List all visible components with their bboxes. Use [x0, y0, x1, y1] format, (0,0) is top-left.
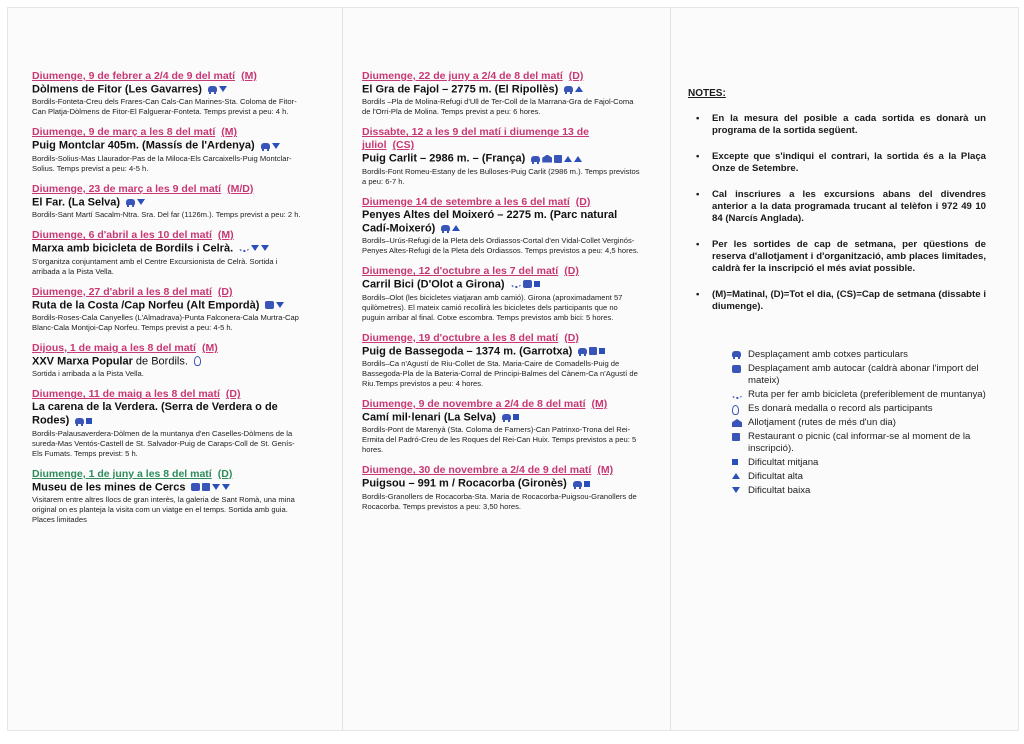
event-title-text: Dòlmens de Fitor (Les Gavarres) [32, 83, 202, 96]
event-date-text: Diumenge, 11 de maig a les 8 del matí [32, 388, 220, 401]
difficulty-low-icon [251, 245, 259, 251]
note-text: Excepte que s'indiqui el contrari, la sortida és a la Plaça Onze de Setembre. [712, 151, 986, 174]
event-title [32, 196, 304, 209]
event-item [32, 229, 304, 276]
notes-list [688, 113, 986, 313]
bullet-icon: • [696, 113, 700, 124]
difficulty-high-icon [574, 156, 582, 162]
bus-icon [732, 365, 741, 373]
event-icons [564, 83, 585, 96]
legend-item [732, 363, 986, 387]
difficulty-medium-icon [584, 481, 590, 487]
event-code: (D) [217, 467, 233, 480]
difficulty-medium-icon [86, 418, 92, 424]
bicycle-icon [732, 391, 742, 399]
legend-icon-cell [732, 363, 748, 387]
legend-item [732, 485, 986, 497]
event-item [362, 398, 642, 455]
legend-item [732, 417, 986, 429]
difficulty-high-icon [732, 473, 740, 479]
bicycle-icon [511, 280, 521, 288]
event-icons [75, 414, 94, 427]
event-code: (M) [591, 398, 608, 411]
event-icons [261, 139, 282, 152]
event-code: (M) [217, 229, 234, 242]
column-left [32, 70, 304, 534]
event-date [32, 229, 304, 242]
event-title-text: XXV Marxa Popular [32, 355, 133, 368]
event-title-text: Penyes Altes del Moixeró – 2275 m. (Parc natural Cadí-Moixeró) [362, 208, 618, 235]
event-date [362, 464, 642, 477]
car-icon [573, 481, 582, 487]
event-date-text: Diumenge, 23 de març a les 9 del matí [32, 182, 222, 195]
event-title-text: El Far. (La Selva) [32, 196, 121, 209]
legend-item [732, 403, 986, 415]
event-icons [191, 481, 232, 494]
bullet-icon: • [696, 239, 700, 250]
event-title [362, 345, 642, 358]
event-title [32, 139, 304, 152]
event-date [362, 70, 642, 83]
event-date [362, 332, 642, 345]
lodging-icon [542, 155, 552, 163]
event-icons [441, 222, 462, 235]
legend-icon-cell [732, 403, 748, 415]
difficulty-medium-icon [534, 281, 540, 287]
event-date-text: Diumenge, 9 de març a les 8 del matí [32, 126, 216, 139]
bullet-icon: • [696, 151, 700, 162]
event-date-text: Diumenge, 9 de febrer a 2/4 de 9 del matí [32, 70, 236, 82]
bus-icon [191, 483, 200, 491]
note-item [688, 239, 986, 275]
event-item [32, 286, 304, 333]
difficulty-low-icon [261, 245, 269, 251]
note-item [688, 151, 986, 175]
event-title [32, 83, 304, 96]
event-title-text: Puig Carlit – 2986 m. – (França) [362, 152, 526, 165]
legend-text: Desplaçament amb cotxes particulars [748, 349, 908, 360]
difficulty-low-icon [212, 484, 220, 490]
event-item [32, 70, 304, 117]
event-title [32, 242, 304, 255]
event-description: Bordils–Olot (les bicicletes viatjaran amb camió). Girona (aproximadament 57 quilòmetres). El mateix camió recollirà les bicicletes dels participants que no puguin arribar al final. Cotxe escombra. Temps previstos amb bici: 5 hores. [362, 292, 623, 322]
event-icons [265, 299, 286, 312]
difficulty-high-icon [575, 86, 583, 92]
event-code: (D) [564, 265, 579, 278]
event-title [362, 477, 642, 490]
event-date-text: Dijous, 1 de maig a les 8 del matí [32, 342, 196, 355]
event-title-text: Museu de les mines de Cercs [32, 481, 186, 494]
event-item [32, 126, 304, 173]
event-date [32, 70, 304, 83]
event-title-suffix: de Bordils. [132, 355, 188, 368]
difficulty-low-icon [222, 484, 230, 490]
event-title-text: Puig de Bassegoda – 1374 m. (Garrotxa) [362, 345, 573, 358]
event-date [32, 286, 304, 299]
event-date-text: Diumenge, 22 de juny a 2/4 de 8 del matí [362, 70, 563, 82]
event-description: Bordils-Sant Martí Sacalm-Ntra. Sra. Del far (1126m.). Temps previst a peu: 2 h. [32, 210, 301, 220]
event-date-text: Diumenge, 6 d'abril a les 10 del matí [32, 229, 212, 242]
event-date [362, 196, 642, 209]
event-item [362, 70, 642, 117]
legend-icon-cell [732, 417, 748, 429]
event-title-text: La carena de la Verdera. (Serra de Verdera o de Rodes) [32, 401, 278, 427]
note-text: Cal inscriures a les excursions abans del divendres anterior a la data programada trucant al telèfon i 972 49 10 84 (Narcís Anglada). [712, 189, 986, 224]
event-title [32, 401, 304, 427]
event-date-text: Diumenge, 9 de novembre a 2/4 de 8 del matí [362, 398, 586, 411]
event-title-text: Camí mil·lenari (La Selva) [362, 411, 496, 424]
car-icon [75, 418, 84, 424]
event-code: (CS) [392, 139, 415, 152]
event-date-text: Diumenge, 19 d'octubre a les 8 del matí [362, 331, 559, 344]
car-icon [441, 225, 450, 231]
note-item [688, 113, 986, 137]
event-icons [578, 345, 607, 358]
event-title-text: Puigsou – 991 m / Rocacorba (Gironès) [362, 477, 567, 490]
car-icon [531, 156, 540, 162]
legend-text: Ruta per fer amb bicicleta (preferiblement de muntanya) [748, 389, 986, 400]
event-description: Bordils–Ca n'Agustí de Riu-Collet de Sta. Maria-Caire de Comadells-Puig de Bassegoda-Pla de la Bateria-Corral de Principi-Balmes del Cànem-Ca n'Agustí de Riu.Temps previstos a peu: 4 hores. [362, 359, 638, 389]
event-item [32, 183, 304, 220]
difficulty-high-icon [564, 156, 572, 162]
legend-text: Es donarà medalla o record als participants [748, 403, 933, 414]
event-icons [502, 411, 521, 424]
fold-line-left [342, 8, 343, 730]
event-description: Bordils-Fonteta-Creu dels Frares-Can Cals-Can Marines-Sta. Coloma de Fitor-Can Platja-Dòlmens de Fitor-El Falguerar-Fonteta. Temps previst a peu: 4 h. [32, 97, 297, 117]
event-title [362, 411, 642, 424]
event-item [32, 388, 304, 458]
event-title [32, 481, 304, 494]
difficulty-medium-icon [732, 459, 738, 465]
legend-item [732, 349, 986, 361]
medal-icon [194, 356, 201, 366]
event-title [362, 152, 642, 165]
event-title [32, 299, 304, 312]
restaurant-icon [732, 433, 740, 441]
event-date [362, 126, 642, 152]
legend-text: Dificultat alta [748, 471, 803, 482]
note-text: En la mesura del posible a cada sortida es donarà un programa de la sortida següent. [712, 113, 986, 136]
bus-icon [265, 301, 274, 309]
event-code: (D) [575, 195, 591, 208]
difficulty-low-icon [732, 487, 740, 493]
legend-text: Dificultat baixa [748, 485, 811, 496]
legend-icon-cell [732, 431, 748, 455]
event-item [32, 468, 304, 525]
event-code: (M) [221, 126, 237, 139]
difficulty-low-icon [272, 143, 280, 149]
difficulty-low-icon [137, 199, 145, 205]
lodging-icon [732, 419, 742, 427]
event-icons [194, 355, 203, 368]
car-icon [502, 414, 511, 420]
event-date-text: Diumenge, 12 d'octubre a les 7 del matí [362, 265, 559, 278]
legend-text: Dificultat mitjana [748, 457, 819, 468]
event-item [362, 196, 642, 256]
event-title [32, 355, 304, 368]
legend-icon-cell [732, 457, 748, 469]
event-description: Bordils-Solius-Mas Llaurador-Pas de la Miloca-Els Carcaixells-Puig Montclar-Solius. Temps previst a peu: 4-5 h. [32, 153, 292, 173]
event-icons [511, 278, 542, 291]
event-icons [239, 242, 271, 255]
event-item [32, 342, 304, 379]
event-date-text: Diumenge, 27 d'abril a les 8 del matí [32, 285, 212, 298]
event-icons [208, 83, 229, 96]
event-item [362, 464, 642, 511]
difficulty-medium-icon [513, 414, 519, 420]
note-item [688, 289, 986, 313]
difficulty-low-icon [219, 86, 227, 92]
event-description: Sortida i arribada a la Pista Vella. [32, 369, 144, 379]
car-icon [732, 351, 741, 357]
note-text: Per les sortides de cap de setmana, per qüestions de reserva d'allotjament i d'organització, amb places limitades, caldrà fer la inscripció el més aviat possible. [712, 239, 986, 274]
event-title [362, 83, 642, 96]
legend-text: Desplaçament amb autocar (caldrà abonar l'import del mateix) [748, 363, 979, 386]
legend-item [732, 471, 986, 483]
event-title-text: Puig Montclar 405m. (Massís de l'Ardenya) [32, 139, 255, 152]
notes-title: NOTES: [688, 88, 726, 99]
event-item [362, 332, 642, 389]
legend-item [732, 457, 986, 469]
event-date [32, 468, 304, 481]
event-date-text: Diumenge 14 de setembre a les 6 del matí [362, 195, 570, 208]
event-code: (D) [564, 331, 579, 344]
event-description: Bordils-Palausaverdera-Dòlmen de la muntanya d'en Caselles-Dòlmens de la sureda-Mas Ventós-Castell de St. Salvador-Puig de Caraps-Coll de St. Genís-Els Fumats. Temps previst: 5 h. [32, 428, 295, 458]
event-code: (M) [201, 342, 218, 355]
bullet-icon: • [696, 189, 700, 200]
bus-icon [523, 280, 532, 288]
event-code: (M) [241, 70, 257, 82]
event-code: (D) [217, 285, 233, 298]
legend-item [732, 431, 986, 455]
restaurant-icon [202, 483, 210, 491]
event-title-text: El Gra de Fajol – 2775 m. (El Ripollès) [362, 83, 559, 96]
column-middle [362, 70, 642, 521]
event-icons [531, 152, 584, 165]
event-item [362, 126, 642, 186]
event-description: Bordils –Pla de Molina-Refugi d'Ull de Ter-Coll de la Marrana-Gra de Fajol-Coma de l'Orri-Pla de Molina. Temps previst a peu: 6 hores. [362, 97, 634, 117]
event-date [362, 398, 642, 411]
legend-text: Allotjament (rutes de més d'un dia) [748, 417, 896, 428]
note-text: (M)=Matinal, (D)=Tot el dia, (CS)=Cap de setmana (dissabte i diumenge). [712, 289, 986, 312]
event-code: (M) [597, 464, 614, 477]
legend-item [732, 389, 986, 401]
difficulty-low-icon [276, 302, 284, 308]
fold-line-right [670, 8, 671, 730]
event-description: Bordils-Granollers de Rocacorba-Sta. Maria de Rocacorba-Puigsou-Granollers de Rocacorba. Temps previstos a peu: 3,50 hores. [362, 491, 637, 511]
event-date [32, 388, 304, 401]
legend-icon-cell [732, 349, 748, 361]
car-icon [564, 86, 573, 92]
column-notes [688, 70, 986, 499]
legend-icon-cell [732, 485, 748, 497]
note-item [688, 189, 986, 225]
restaurant-icon [589, 347, 597, 355]
car-icon [578, 348, 587, 354]
restaurant-icon [554, 155, 562, 163]
event-description: Bordils-Roses-Cala Canyelles (L'Almadrava)-Punta Falconera-Cala Murtra-Cap Blanc-Cala Montjoi-Cap Norfeu. Temps previst a peu: 4-5 h. [32, 313, 299, 333]
legend-text: Restaurant o picnic (cal informar-se al moment de la inscripció). [748, 431, 971, 454]
event-code: (D) [225, 388, 241, 401]
medal-icon [732, 405, 739, 415]
event-title-text: Ruta de la Costa /Cap Norfeu (Alt Empordà) [32, 299, 260, 312]
event-title [362, 278, 642, 291]
event-code: (D) [568, 70, 584, 82]
event-icons [573, 477, 592, 490]
difficulty-medium-icon [599, 348, 605, 354]
event-title-text: Marxa amb bicicleta de Bordils i Celrà. [32, 242, 234, 255]
event-description: Bordils-Pont de Marenyà (Sta. Coloma de Farners)-Can Patrinxo-Trona del Rei-Ermita del Padró-Creu de les Roques del Rei-Can Huix. Temps previstos a peu: 5 hores. [362, 425, 637, 455]
event-description: Bordils–Urús-Refugi de la Pleta dels Ordiassos-Cortal d'en Vidal-Collet Verginós-Penyes Altes-Refugi de la Pleta dels Ordiassos. Temps previstos a peu: 4,5 hores. [362, 236, 639, 256]
car-icon [126, 199, 135, 205]
event-date [32, 183, 304, 196]
event-date [362, 265, 642, 278]
event-date [32, 342, 304, 355]
event-description: Bordils-Font Romeu-Estany de les Bulloses-Puig Carlit (2986 m.). Temps previstos a peu: 6-7 h. [362, 166, 640, 186]
event-date [32, 126, 304, 139]
difficulty-high-icon [452, 225, 460, 231]
legend-icon-cell [732, 389, 748, 401]
event-title-text: Carril Bici (D'Olot a Girona) [362, 278, 505, 291]
icon-legend [688, 349, 986, 497]
event-date-text: Dissabte, 12 a les 9 del matí i diumenge 13 de juliol [362, 126, 590, 152]
event-code: (M/D) [227, 182, 254, 195]
event-item [362, 265, 642, 322]
car-icon [208, 86, 217, 92]
event-description: Visitarem entre altres llocs de gran interès, la galeria de Sant Romà, una mina original on es planteja la visita com un viatge en el temps. Sortida amb guia. Places limitades [32, 495, 295, 525]
event-title [362, 209, 642, 235]
event-description: S'organitza conjuntament amb el Centre Excursionista de Celrà. Sortida i arribada a la Pista Vella. [32, 256, 278, 276]
event-icons [126, 196, 147, 209]
legend-icon-cell [732, 471, 748, 483]
car-icon [261, 143, 270, 149]
bullet-icon: • [696, 289, 700, 300]
event-date-text: Diumenge, 30 de novembre a 2/4 de 9 del matí [362, 464, 592, 477]
event-date-text: Diumenge, 1 de juny a les 8 del matí [32, 467, 212, 480]
bicycle-icon [239, 244, 249, 252]
